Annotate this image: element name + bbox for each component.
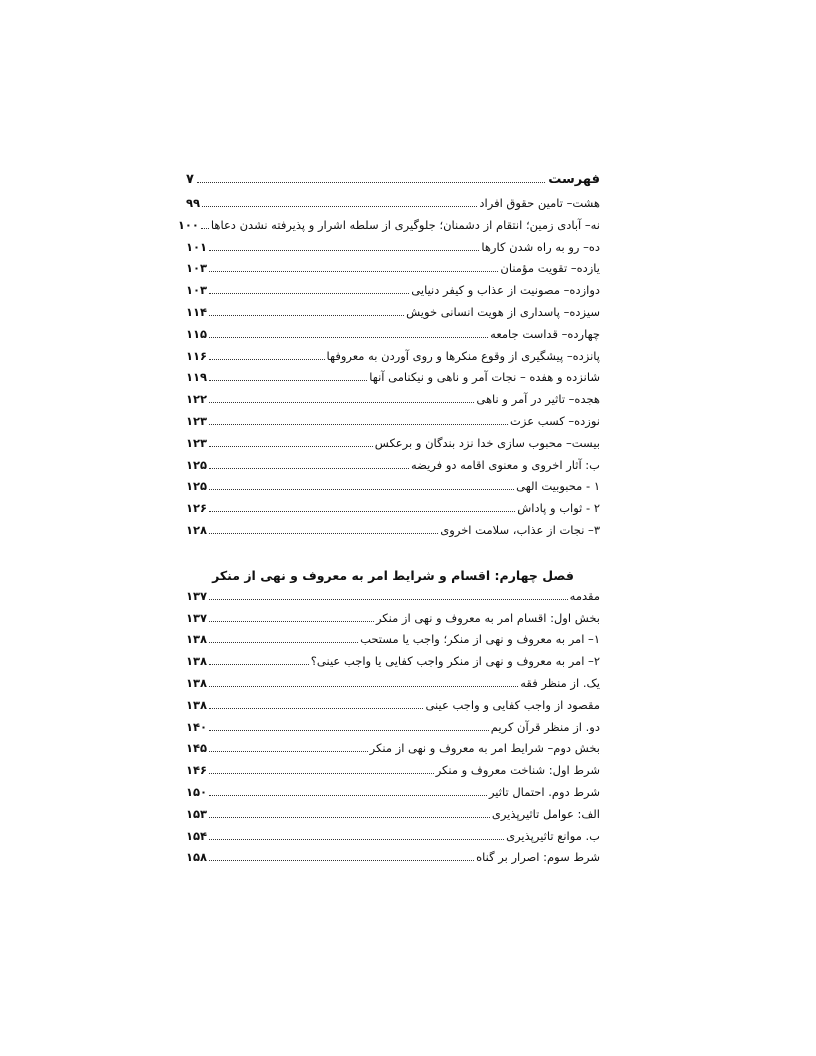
toc-entry-page: ۱۵۳ bbox=[186, 806, 208, 821]
toc-entry-page: ۱۲۶ bbox=[186, 501, 208, 516]
toc-entry-page: ۱۱۴ bbox=[186, 304, 208, 319]
toc-entry-title: شرط دوم. احتمال تاثیر bbox=[488, 784, 600, 799]
toc-entry bbox=[186, 479, 600, 501]
toc-entry bbox=[186, 458, 600, 480]
leader-dots bbox=[209, 730, 489, 731]
leader-dots bbox=[209, 751, 368, 752]
toc-entry bbox=[186, 632, 600, 654]
toc-entry-page: ۱۳۸ bbox=[186, 654, 208, 669]
toc-entry bbox=[186, 807, 600, 829]
toc-entry-title: دوازده– مصونیت از عذاب و کیفر دنیایی bbox=[411, 283, 600, 298]
toc-page bbox=[177, 172, 600, 872]
toc-entry-page: ۱۳۷ bbox=[186, 610, 208, 625]
toc-entry-title: نوزده– کسب عزت bbox=[510, 413, 600, 428]
toc-entry bbox=[186, 741, 600, 763]
toc-entry bbox=[186, 349, 600, 371]
toc-entry-page: ۱۰۱ bbox=[186, 239, 208, 254]
toc-entry-title: سیزده– پاسداری از هویت انسانی خویش bbox=[406, 304, 600, 319]
toc-entry-title: یک. از منظر فقه bbox=[520, 675, 600, 690]
leader-dots bbox=[209, 359, 324, 360]
toc-entry bbox=[186, 305, 600, 327]
toc-entry bbox=[186, 501, 600, 523]
toc-entry bbox=[186, 850, 600, 872]
leader-dots bbox=[209, 489, 514, 490]
toc-entry-title: پانزده– پیشگیری از وقوع منکرها و روی آوردن به معروفها bbox=[326, 348, 600, 363]
toc-entry bbox=[186, 654, 600, 676]
leader-dots bbox=[209, 337, 488, 338]
leader-dots bbox=[209, 380, 367, 381]
toc-entry bbox=[186, 261, 600, 283]
toc-entry-title: چهارده– قداست جامعه bbox=[490, 326, 600, 341]
leader-dots bbox=[209, 708, 423, 709]
toc-entry-page: ۱۴۰ bbox=[186, 719, 208, 734]
leader-dots bbox=[209, 839, 504, 840]
toc-entry-page: ۱۵۸ bbox=[186, 850, 208, 865]
toc-entry-title: هشت– تامین حقوق افراد bbox=[479, 196, 600, 210]
toc-entry-page: ۱۲۵ bbox=[186, 457, 208, 472]
toc-entry bbox=[186, 327, 600, 349]
toc-entry-page: ۱۵۴ bbox=[186, 828, 208, 843]
toc-entry-page: ۱۲۳ bbox=[186, 435, 208, 450]
leader-dots bbox=[209, 446, 373, 447]
toc-entry-page: ۱۴۵ bbox=[186, 741, 208, 756]
toc-entry-page: ۱۲۸ bbox=[186, 522, 208, 537]
toc-entry-title: ب: آثار اخروی و معنوی اقامه دو فریضه bbox=[411, 457, 600, 472]
toc-entry-page: ۱۰۳ bbox=[186, 283, 208, 298]
leader-dots bbox=[209, 293, 409, 294]
toc-entry-page: ۱۱۶ bbox=[186, 348, 208, 363]
toc-entry bbox=[186, 436, 600, 458]
toc-entry-title: بیست– محبوب سازی خدا نزد بندگان و برعکس bbox=[374, 435, 600, 450]
header-title: فهرست bbox=[548, 172, 600, 187]
header-page-number: ۷ bbox=[186, 172, 194, 187]
toc-entry bbox=[186, 763, 600, 785]
toc-entry bbox=[186, 240, 600, 262]
toc-entry bbox=[186, 523, 600, 545]
leader-dots bbox=[209, 402, 474, 403]
toc-entry-page: ۱۳۸ bbox=[186, 697, 208, 712]
toc-entry bbox=[186, 676, 600, 698]
toc-entry bbox=[186, 785, 600, 807]
leader-dots bbox=[209, 315, 404, 316]
toc-entry bbox=[186, 370, 600, 392]
toc-entry bbox=[186, 698, 600, 720]
toc-entry bbox=[186, 611, 600, 633]
toc-entry-title: شانزده و هفده – نجات آمر و ناهی و نیکنامی آنها bbox=[369, 370, 600, 385]
leader-dots bbox=[202, 206, 477, 207]
toc-entry bbox=[186, 829, 600, 851]
leader-dots bbox=[209, 621, 374, 622]
leader-dots bbox=[209, 271, 498, 272]
toc-entry-title: دو. از منظر قرآن کریم bbox=[490, 719, 600, 734]
leader-dots bbox=[209, 817, 490, 818]
toc-list-part1 bbox=[177, 196, 600, 545]
toc-entry-title: ۱ - محبوبیت الهی bbox=[516, 479, 600, 494]
toc-entry-page: ۱۰۰ bbox=[177, 217, 199, 232]
toc-entry-page: ۱۳۸ bbox=[186, 632, 208, 647]
leader-dots bbox=[209, 250, 479, 251]
running-header bbox=[186, 172, 600, 196]
toc-entry-page: ۱۳۷ bbox=[186, 588, 208, 603]
toc-entry-page: ۱۱۵ bbox=[186, 326, 208, 341]
toc-entry-title: ده– رو به راه شدن کارها bbox=[481, 239, 600, 254]
leader-dots bbox=[209, 468, 409, 469]
toc-entry-title: بخش اول: اقسام امر به معروف و نهی از منکر bbox=[375, 610, 600, 625]
toc-entry-page: ۹۹ bbox=[186, 196, 201, 210]
toc-entry-page: ۱۳۸ bbox=[186, 675, 208, 690]
leader-dots bbox=[209, 686, 518, 687]
toc-entry bbox=[186, 196, 600, 218]
toc-entry-title: مقدمه bbox=[569, 588, 600, 603]
header-leader-dots bbox=[197, 182, 545, 183]
toc-entry-title: الف: عوامل تاثیرپذیری bbox=[491, 806, 600, 821]
leader-dots bbox=[209, 533, 438, 534]
leader-dots bbox=[209, 599, 568, 600]
leader-dots bbox=[209, 664, 309, 665]
toc-entry-page: ۱۱۹ bbox=[186, 370, 208, 385]
toc-entry-page: ۱۲۳ bbox=[186, 413, 208, 428]
toc-entry-page: ۱۵۰ bbox=[186, 784, 208, 799]
toc-entry-page: ۱۰۳ bbox=[186, 261, 208, 276]
toc-entry bbox=[186, 283, 600, 305]
leader-dots bbox=[209, 642, 358, 643]
toc-entry-title: یازده– تقویت مؤمنان bbox=[500, 261, 600, 276]
toc-entry-title: هجده– تاثیر در آمر و ناهی bbox=[476, 392, 600, 407]
toc-entry bbox=[186, 414, 600, 436]
toc-entry-title: ۲ - ثواب و پاداش bbox=[517, 501, 600, 516]
toc-entry-page: ۱۲۵ bbox=[186, 479, 208, 494]
leader-dots bbox=[209, 795, 487, 796]
toc-entry bbox=[186, 392, 600, 414]
leader-dots bbox=[209, 511, 515, 512]
leader-dots bbox=[209, 860, 474, 861]
toc-entry-title: بخش دوم– شرایط امر به معروف و نهی از منکر bbox=[369, 741, 600, 756]
chapter-title: فصل چهارم: اقسام و شرایط امر به معروف و نهی از منکر bbox=[212, 567, 574, 583]
toc-entry bbox=[186, 720, 600, 742]
toc-entry-title: ب. موانع تاثیرپذیری bbox=[506, 828, 600, 843]
toc-entry bbox=[177, 217, 600, 240]
toc-entry-title: مقصود از واجب کفایی و واجب عینی bbox=[425, 697, 600, 712]
leader-dots bbox=[209, 773, 434, 774]
toc-entry-page: ۱۲۲ bbox=[186, 392, 208, 407]
toc-entry-page: ۱۴۶ bbox=[186, 763, 208, 778]
leader-dots bbox=[201, 228, 209, 229]
toc-entry-title: ۲– امر به معروف و نهی از منکر واجب کفایی یا واجب عینی؟ bbox=[310, 654, 600, 669]
toc-entry bbox=[186, 589, 600, 611]
toc-entry-title: ۳– نجات از عذاب، سلامت اخروی bbox=[440, 522, 600, 537]
leader-dots bbox=[209, 424, 508, 425]
toc-list-part2 bbox=[186, 589, 600, 872]
toc-entry-title: نه– آبادی زمین؛ انتقام از دشمنان؛ جلوگیری از سلطه اشرار و پذیرفته نشدن دعاها bbox=[210, 217, 600, 232]
toc-entry-title: ۱– امر به معروف و نهی از منکر؛ واجب یا مستحب bbox=[360, 632, 600, 647]
toc-entry-title: شرط اول: شناخت معروف و منکر bbox=[435, 763, 600, 778]
toc-entry-title: شرط سوم: اصرار بر گناه bbox=[476, 850, 600, 865]
